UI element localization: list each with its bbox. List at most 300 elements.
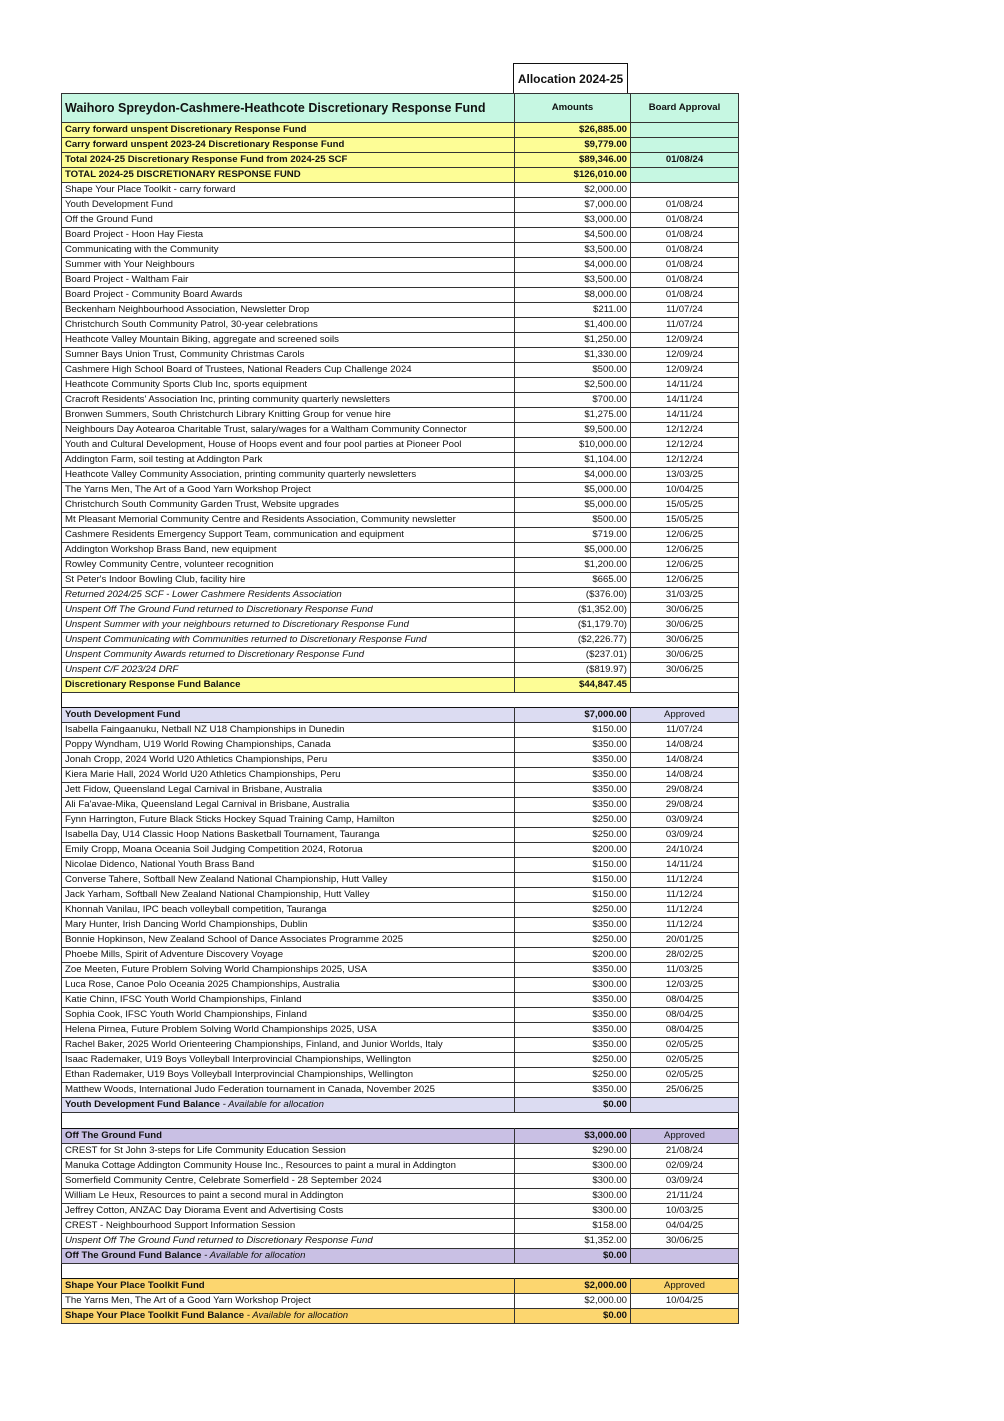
youth-row-approval: 02/05/25: [631, 1068, 739, 1083]
youth-row-approval: 20/01/25: [631, 933, 739, 948]
drf-return-row-amount: ($376.00): [515, 588, 631, 603]
drf-row: [62, 498, 739, 513]
sypt-row: [62, 1293, 739, 1308]
drf-summary-row-approval: 01/08/24: [631, 153, 739, 168]
youth-balance-row-label: [62, 1098, 515, 1113]
drf-row-amount: $1,200.00: [515, 558, 631, 573]
otg-row-label: CREST for St John 3-steps for Life Community Education Session: [62, 1143, 515, 1158]
youth-row-amount: $250.00: [515, 813, 631, 828]
balance-label: Off The Ground Fund Balance: [65, 1249, 202, 1261]
drf-row: [62, 453, 739, 468]
drf-row-approval: 12/09/24: [631, 348, 739, 363]
drf-row: [62, 543, 739, 558]
drf-row-label: Mt Pleasant Memorial Community Centre and Residents Association, Community newsletter: [62, 513, 515, 528]
drf-row-approval: 01/08/24: [631, 213, 739, 228]
youth-row-label: Nicolae Didenco, National Youth Brass Band: [62, 858, 515, 873]
drf-row: [62, 228, 739, 243]
drf-row-approval: 12/12/24: [631, 453, 739, 468]
otg-header-row-label: Off The Ground Fund: [62, 1128, 515, 1143]
youth-row-approval: 02/05/25: [631, 1038, 739, 1053]
spacer-row: [62, 1113, 739, 1128]
youth-balance-row: [62, 1098, 739, 1113]
drf-row-label: Communicating with the Community: [62, 243, 515, 258]
youth-row-approval: 11/12/24: [631, 918, 739, 933]
drf-summary-row-amount: $26,885.00: [515, 123, 631, 138]
youth-row-approval: 25/06/25: [631, 1083, 739, 1098]
sypt-row-approval: 10/04/25: [631, 1293, 739, 1308]
drf-row: [62, 393, 739, 408]
youth-row-approval: 28/02/25: [631, 948, 739, 963]
drf-return-row-approval: 30/06/25: [631, 618, 739, 633]
drf-row-label: Addington Farm, soil testing at Addington Park: [62, 453, 515, 468]
otg-row-amount: $158.00: [515, 1218, 631, 1233]
drf-row: [62, 273, 739, 288]
drf-row-amount: $4,500.00: [515, 228, 631, 243]
drf-row-label: Addington Workshop Brass Band, new equipment: [62, 543, 515, 558]
drf-row-label: Bronwen Summers, South Christchurch Library Knitting Group for venue hire: [62, 408, 515, 423]
drf-summary-row-label: Total 2024-25 Discretionary Response Fund from 2024-25 SCF: [62, 153, 515, 168]
youth-row-label: Matthew Woods, International Judo Federation tournament in Canada, November 2025: [62, 1083, 515, 1098]
balance-label: Youth Development Fund Balance: [65, 1099, 220, 1111]
youth-row-label: Emily Cropp, Moana Oceania Soil Judging Competition 2024, Rotorua: [62, 843, 515, 858]
otg-row-approval: 03/09/24: [631, 1173, 739, 1188]
drf-return-row-label: Returned 2024/25 SCF - Lower Cashmere Residents Association: [62, 588, 515, 603]
youth-row: [62, 1023, 739, 1038]
drf-row-amount: $3,000.00: [515, 213, 631, 228]
youth-row-approval: 14/08/24: [631, 738, 739, 753]
sypt-balance-row: [62, 1308, 739, 1323]
drf-row-amount: $2,000.00: [515, 183, 631, 198]
drf-row: [62, 573, 739, 588]
youth-header-row-approval: Approved: [631, 708, 739, 723]
youth-row-label: Ali Fa'avae-Mika, Queensland Legal Carnival in Brisbane, Australia: [62, 798, 515, 813]
drf-return-row-amount: ($1,179.70): [515, 618, 631, 633]
youth-row-approval: 08/04/25: [631, 993, 739, 1008]
youth-row-label: Sophia Cook, IFSC Youth World Championships, Finland: [62, 1008, 515, 1023]
youth-row-approval: 29/08/24: [631, 798, 739, 813]
otg-balance-row-amount: $0.00: [515, 1248, 631, 1263]
youth-row: [62, 1068, 739, 1083]
youth-row-amount: $250.00: [515, 903, 631, 918]
drf-summary-row: [62, 153, 739, 168]
drf-row-approval: 12/06/25: [631, 543, 739, 558]
youth-row: [62, 783, 739, 798]
youth-row-amount: $150.00: [515, 873, 631, 888]
drf-row: [62, 528, 739, 543]
available-note: - Available for allocation: [244, 1309, 349, 1321]
youth-row-approval: 11/12/24: [631, 903, 739, 918]
youth-row-amount: $250.00: [515, 1053, 631, 1068]
drf-return-row-label: Unspent Off The Ground Fund returned to Discretionary Response Fund: [62, 603, 515, 618]
drf-balance-row-approval: [631, 678, 739, 693]
drf-row: [62, 558, 739, 573]
youth-row-approval: 12/03/25: [631, 978, 739, 993]
drf-return-row: [62, 618, 739, 633]
sypt-balance-row-approval: [631, 1308, 739, 1323]
drf-row: [62, 348, 739, 363]
sypt-header-row: [62, 1278, 739, 1293]
drf-row-amount: $1,104.00: [515, 453, 631, 468]
otg-row-amount: $300.00: [515, 1158, 631, 1173]
drf-summary-row-label: TOTAL 2024-25 DISCRETIONARY RESPONSE FUND: [62, 168, 515, 183]
youth-row-amount: $350.00: [515, 1023, 631, 1038]
drf-return-row: [62, 633, 739, 648]
table-title-row: [62, 94, 739, 123]
youth-row-amount: $150.00: [515, 858, 631, 873]
otg-returned-row-label: Unspent Off The Ground Fund returned to Discretionary Response Fund: [62, 1233, 515, 1248]
drf-row: [62, 363, 739, 378]
otg-row-amount: $300.00: [515, 1173, 631, 1188]
youth-row-approval: 29/08/24: [631, 783, 739, 798]
drf-row-label: Heathcote Valley Mountain Biking, aggregate and screened soils: [62, 333, 515, 348]
drf-row-label: Beckenham Neighbourhood Association, Newsletter Drop: [62, 303, 515, 318]
drf-row: [62, 318, 739, 333]
otg-balance-row: [62, 1248, 739, 1263]
youth-row-label: Converse Tahere, Softball New Zealand National Championship, Hutt Valley: [62, 873, 515, 888]
available-note: - Available for allocation: [201, 1249, 306, 1261]
sypt-header-row-amount: $2,000.00: [515, 1278, 631, 1293]
youth-row-amount: $350.00: [515, 1038, 631, 1053]
otg-row-approval: 21/08/24: [631, 1143, 739, 1158]
youth-row-label: Katie Chinn, IFSC Youth World Championships, Finland: [62, 993, 515, 1008]
youth-row-label: Jett Fidow, Queensland Legal Carnival in Brisbane, Australia: [62, 783, 515, 798]
youth-row-approval: 11/12/24: [631, 888, 739, 903]
drf-row-approval: 14/11/24: [631, 378, 739, 393]
drf-return-row-approval: 31/03/25: [631, 588, 739, 603]
youth-row-amount: $200.00: [515, 948, 631, 963]
youth-row-amount: $350.00: [515, 918, 631, 933]
drf-row-label: Cashmere High School Board of Trustees, National Readers Cup Challenge 2024: [62, 363, 515, 378]
youth-row: [62, 723, 739, 738]
youth-row-amount: $350.00: [515, 993, 631, 1008]
drf-summary-row-label: Carry forward unspent Discretionary Response Fund: [62, 123, 515, 138]
drf-return-row-approval: 30/06/25: [631, 603, 739, 618]
youth-row: [62, 843, 739, 858]
drf-row: [62, 438, 739, 453]
youth-row-approval: 14/11/24: [631, 858, 739, 873]
drf-summary-row: [62, 168, 739, 183]
drf-return-row-approval: 30/06/25: [631, 648, 739, 663]
drf-balance-row-amount: $44,847.45: [515, 678, 631, 693]
otg-row: [62, 1203, 739, 1218]
youth-row-label: Isabella Faingaanuku, Netball NZ U18 Championships in Dunedin: [62, 723, 515, 738]
drf-row-amount: $9,500.00: [515, 423, 631, 438]
drf-row-approval: 11/07/24: [631, 318, 739, 333]
youth-row-approval: 14/08/24: [631, 753, 739, 768]
youth-row-label: Kiera Marie Hall, 2024 World U20 Athletics Championships, Peru: [62, 768, 515, 783]
drf-row-amount: $211.00: [515, 303, 631, 318]
youth-row-approval: 03/09/24: [631, 813, 739, 828]
youth-row: [62, 798, 739, 813]
otg-balance-row-approval: [631, 1248, 739, 1263]
otg-row-label: Jeffrey Cotton, ANZAC Day Diorama Event and Advertising Costs: [62, 1203, 515, 1218]
table-title: Waihoro Spreydon-Cashmere-Heathcote Discretionary Response Fund: [62, 94, 515, 123]
drf-row-amount: $700.00: [515, 393, 631, 408]
youth-row-approval: 03/09/24: [631, 828, 739, 843]
drf-return-row-amount: ($1,352.00): [515, 603, 631, 618]
youth-row-label: Zoe Meeten, Future Problem Solving World Championships 2025, USA: [62, 963, 515, 978]
drf-row-amount: $719.00: [515, 528, 631, 543]
otg-row-label: William Le Heux, Resources to paint a second mural in Addington: [62, 1188, 515, 1203]
sypt-row-amount: $2,000.00: [515, 1293, 631, 1308]
youth-row-approval: 24/10/24: [631, 843, 739, 858]
drf-return-row-approval: 30/06/25: [631, 633, 739, 648]
youth-row-amount: $250.00: [515, 1068, 631, 1083]
drf-row-approval: 01/08/24: [631, 228, 739, 243]
youth-row-label: Poppy Wyndham, U19 World Rowing Championships, Canada: [62, 738, 515, 753]
drf-row-amount: $1,250.00: [515, 333, 631, 348]
otg-header-row-approval: Approved: [631, 1128, 739, 1143]
drf-row: [62, 213, 739, 228]
drf-row-label: Board Project - Hoon Hay Fiesta: [62, 228, 515, 243]
drf-row-label: Off the Ground Fund: [62, 213, 515, 228]
otg-row: [62, 1188, 739, 1203]
youth-row-approval: 14/08/24: [631, 768, 739, 783]
drf-row-label: Rowley Community Centre, volunteer recognition: [62, 558, 515, 573]
youth-row: [62, 933, 739, 948]
drf-return-row: [62, 663, 739, 678]
available-note: - Available for allocation: [219, 1099, 324, 1111]
drf-row-label: Heathcote Community Sports Club Inc, sports equipment: [62, 378, 515, 393]
drf-balance-row: [62, 678, 739, 693]
youth-row-label: Jack Yarham, Softball New Zealand National Championship, Hutt Valley: [62, 888, 515, 903]
otg-row-label: Manuka Cottage Addington Community House Inc., Resources to paint a mural in Addington: [62, 1158, 515, 1173]
otg-balance-row-label: [62, 1248, 515, 1263]
drf-row-label: Board Project - Waltham Fair: [62, 273, 515, 288]
youth-row: [62, 903, 739, 918]
sypt-row-label: The Yarns Men, The Art of a Good Yarn Workshop Project: [62, 1293, 515, 1308]
drf-summary-row-amount: $9,779.00: [515, 138, 631, 153]
drf-summary-row-amount: $89,346.00: [515, 153, 631, 168]
otg-row-amount: $300.00: [515, 1203, 631, 1218]
drf-row-label: Christchurch South Community Garden Trust, Website upgrades: [62, 498, 515, 513]
youth-row-label: Rachel Baker, 2025 World Orienteering Championships, Finland, and Junior Worlds, Italy: [62, 1038, 515, 1053]
spacer-row: [62, 1263, 739, 1278]
youth-row-amount: $150.00: [515, 723, 631, 738]
youth-row: [62, 858, 739, 873]
youth-header-row: [62, 708, 739, 723]
drf-row-approval: 14/11/24: [631, 393, 739, 408]
drf-row-amount: $1,330.00: [515, 348, 631, 363]
youth-row-label: Isaac Rademaker, U19 Boys Volleyball Interprovincial Championships, Wellington: [62, 1053, 515, 1068]
drf-row-amount: $3,500.00: [515, 273, 631, 288]
youth-row: [62, 1083, 739, 1098]
youth-row-amount: $350.00: [515, 1008, 631, 1023]
drf-row-approval: 12/06/25: [631, 528, 739, 543]
youth-row: [62, 888, 739, 903]
youth-row: [62, 1038, 739, 1053]
drf-row-approval: 01/08/24: [631, 273, 739, 288]
sypt-header-row-approval: Approved: [631, 1278, 739, 1293]
drf-summary-row: [62, 123, 739, 138]
youth-row-label: Jonah Cropp, 2024 World U20 Athletics Championships, Peru: [62, 753, 515, 768]
youth-row-amount: $350.00: [515, 1083, 631, 1098]
drf-row-approval: 14/11/24: [631, 408, 739, 423]
drf-row-amount: $5,000.00: [515, 483, 631, 498]
drf-row-amount: $7,000.00: [515, 198, 631, 213]
drf-row-amount: $1,400.00: [515, 318, 631, 333]
drf-row-approval: 11/07/24: [631, 303, 739, 318]
youth-row: [62, 753, 739, 768]
youth-balance-row-approval: [631, 1098, 739, 1113]
drf-row: [62, 408, 739, 423]
youth-row: [62, 768, 739, 783]
youth-row: [62, 873, 739, 888]
drf-summary-row-amount: $126,010.00: [515, 168, 631, 183]
youth-row-label: Phoebe Mills, Spirit of Adventure Discovery Voyage: [62, 948, 515, 963]
youth-row-amount: $350.00: [515, 798, 631, 813]
drf-return-row-label: Unspent C/F 2023/24 DRF: [62, 663, 515, 678]
drf-return-row-approval: 30/06/25: [631, 663, 739, 678]
youth-row-label: Helena Pirnea, Future Problem Solving World Championships 2025, USA: [62, 1023, 515, 1038]
drf-return-row-label: Unspent Summer with your neighbours returned to Discretionary Response Fund: [62, 618, 515, 633]
drf-row: [62, 303, 739, 318]
youth-row-amount: $200.00: [515, 843, 631, 858]
drf-return-row: [62, 603, 739, 618]
drf-row-label: Cashmere Residents Emergency Support Team, communication and equipment: [62, 528, 515, 543]
drf-row-amount: $500.00: [515, 363, 631, 378]
drf-row-label: Heathcote Valley Community Association, printing community quarterly newsletters: [62, 468, 515, 483]
otg-returned-row-approval: 30/06/25: [631, 1233, 739, 1248]
board-approval-header: Board Approval: [631, 94, 739, 123]
drf-row: [62, 423, 739, 438]
otg-returned-row-amount: $1,352.00: [515, 1233, 631, 1248]
drf-row-approval: 12/06/25: [631, 573, 739, 588]
otg-header-row-amount: $3,000.00: [515, 1128, 631, 1143]
drf-row-approval: 01/08/24: [631, 198, 739, 213]
youth-row-amount: $250.00: [515, 933, 631, 948]
drf-return-row-amount: ($237.01): [515, 648, 631, 663]
drf-return-row-amount: ($2,226.77): [515, 633, 631, 648]
drf-row-amount: $4,000.00: [515, 258, 631, 273]
drf-row-label: Board Project - Community Board Awards: [62, 288, 515, 303]
drf-row-approval: 12/09/24: [631, 363, 739, 378]
drf-row-amount: $5,000.00: [515, 498, 631, 513]
youth-row: [62, 978, 739, 993]
drf-row-label: Christchurch South Community Patrol, 30-year celebrations: [62, 318, 515, 333]
youth-row-amount: $350.00: [515, 783, 631, 798]
drf-row-approval: 01/08/24: [631, 243, 739, 258]
drf-row-approval: [631, 183, 739, 198]
drf-row-label: The Yarns Men, The Art of a Good Yarn Workshop Project: [62, 483, 515, 498]
youth-row-amount: $350.00: [515, 738, 631, 753]
drf-row: [62, 468, 739, 483]
youth-row: [62, 813, 739, 828]
drf-return-row: [62, 588, 739, 603]
drf-row: [62, 378, 739, 393]
drf-row-amount: $10,000.00: [515, 438, 631, 453]
drf-row-approval: 15/05/25: [631, 498, 739, 513]
youth-row-amount: $350.00: [515, 753, 631, 768]
drf-row-label: Sumner Bays Union Trust, Community Christmas Carols: [62, 348, 515, 363]
otg-returned-row: [62, 1233, 739, 1248]
otg-row-label: CREST - Neighbourhood Support Information Session: [62, 1218, 515, 1233]
youth-row-amount: $300.00: [515, 978, 631, 993]
youth-row-label: Isabella Day, U14 Classic Hoop Nations Basketball Tournament, Tauranga: [62, 828, 515, 843]
youth-row: [62, 948, 739, 963]
drf-summary-row-approval: [631, 123, 739, 138]
youth-row: [62, 1053, 739, 1068]
otg-row-approval: 10/03/25: [631, 1203, 739, 1218]
drf-return-row: [62, 648, 739, 663]
youth-header-row-label: Youth Development Fund: [62, 708, 515, 723]
drf-row-amount: $5,000.00: [515, 543, 631, 558]
balance-label: Shape Your Place Toolkit Fund Balance: [65, 1309, 245, 1321]
spacer-row: [62, 693, 739, 708]
otg-row: [62, 1143, 739, 1158]
drf-row-amount: $4,000.00: [515, 468, 631, 483]
youth-row-label: Bonnie Hopkinson, New Zealand School of Dance Associates Programme 2025: [62, 933, 515, 948]
drf-row-amount: $8,000.00: [515, 288, 631, 303]
drf-row-label: Youth and Cultural Development, House of Hoops event and four pool parties at Pioneer Pool: [62, 438, 515, 453]
drf-summary-row-approval: [631, 168, 739, 183]
drf-row: [62, 198, 739, 213]
drf-summary-row: [62, 138, 739, 153]
drf-row: [62, 288, 739, 303]
drf-row: [62, 483, 739, 498]
drf-row: [62, 183, 739, 198]
drf-row-label: Youth Development Fund: [62, 198, 515, 213]
drf-row: [62, 513, 739, 528]
drf-return-row-label: Unspent Community Awards returned to Discretionary Response Fund: [62, 648, 515, 663]
drf-row-approval: 01/08/24: [631, 288, 739, 303]
youth-row-label: Fynn Harrington, Future Black Sticks Hockey Squad Training Camp, Hamilton: [62, 813, 515, 828]
drf-row-approval: 12/12/24: [631, 423, 739, 438]
drf-row-amount: $1,275.00: [515, 408, 631, 423]
youth-row-approval: 11/12/24: [631, 873, 739, 888]
youth-row: [62, 963, 739, 978]
drf-row-approval: 01/08/24: [631, 258, 739, 273]
spreadsheet: [61, 63, 738, 1324]
amounts-header: Amounts: [515, 94, 631, 123]
youth-row-label: Khonnah Vanilau, IPC beach volleyball competition, Tauranga: [62, 903, 515, 918]
drf-row-approval: 15/05/25: [631, 513, 739, 528]
fund-table: [61, 93, 739, 1324]
youth-row-approval: 11/07/24: [631, 723, 739, 738]
youth-row: [62, 828, 739, 843]
drf-summary-row-approval: [631, 138, 739, 153]
drf-row-approval: 12/06/25: [631, 558, 739, 573]
drf-summary-row-label: Carry forward unspent 2023-24 Discretionary Response Fund: [62, 138, 515, 153]
youth-header-row-amount: $7,000.00: [515, 708, 631, 723]
youth-row-amount: $150.00: [515, 888, 631, 903]
otg-row-approval: 02/09/24: [631, 1158, 739, 1173]
otg-row-label: Somerfield Community Centre, Celebrate Somerfield - 28 September 2024: [62, 1173, 515, 1188]
drf-row-label: Cracroft Residents' Association Inc, printing community quarterly newsletters: [62, 393, 515, 408]
drf-row: [62, 258, 739, 273]
drf-row-label: St Peter's Indoor Bowling Club, facility hire: [62, 573, 515, 588]
drf-row: [62, 333, 739, 348]
youth-row-amount: $350.00: [515, 963, 631, 978]
otg-row: [62, 1158, 739, 1173]
otg-header-row: [62, 1128, 739, 1143]
sypt-balance-row-amount: $0.00: [515, 1308, 631, 1323]
drf-row: [62, 243, 739, 258]
otg-row-approval: 21/11/24: [631, 1188, 739, 1203]
drf-row-amount: $2,500.00: [515, 378, 631, 393]
youth-row-label: Mary Hunter, Irish Dancing World Championships, Dublin: [62, 918, 515, 933]
youth-row-amount: $350.00: [515, 768, 631, 783]
otg-row-approval: 04/04/25: [631, 1218, 739, 1233]
drf-balance-row-label: Discretionary Response Fund Balance: [62, 678, 515, 693]
drf-row-amount: $665.00: [515, 573, 631, 588]
drf-row-label: Summer with Your Neighbours: [62, 258, 515, 273]
youth-balance-row-amount: $0.00: [515, 1098, 631, 1113]
drf-return-row-amount: ($819.97): [515, 663, 631, 678]
youth-row-approval: 02/05/25: [631, 1053, 739, 1068]
drf-row-amount: $3,500.00: [515, 243, 631, 258]
sypt-header-row-label: Shape Your Place Toolkit Fund: [62, 1278, 515, 1293]
